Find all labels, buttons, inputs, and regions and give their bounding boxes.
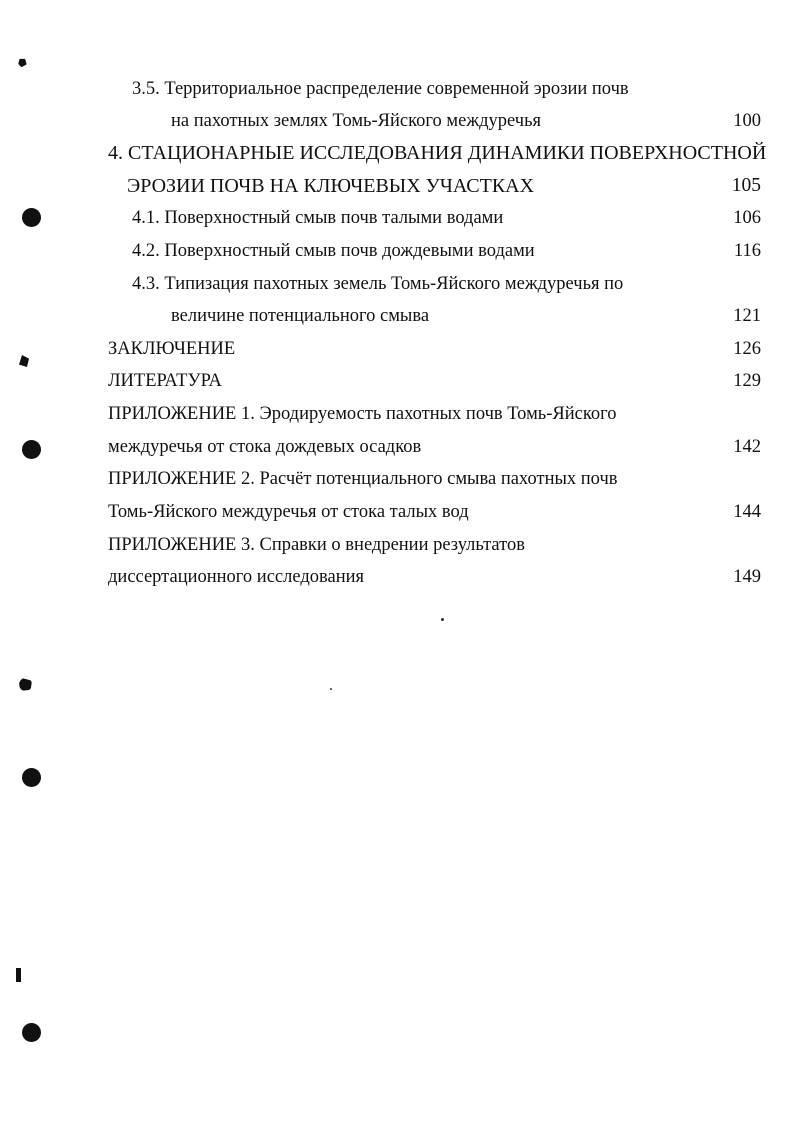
toc-page-appendix-3: 149 [733, 567, 761, 587]
toc-line-3-5-b: на пахотных землях Томь-Яйского междуречья [171, 111, 542, 131]
toc-page-literature: 129 [733, 371, 761, 391]
toc-page-4-1: 106 [733, 208, 761, 228]
scan-dot-1 [441, 618, 444, 621]
binder-hole-2 [22, 440, 41, 459]
toc-page-appendix-1: 142 [733, 437, 761, 457]
toc-line-appendix-3-b: диссертационного исследования [108, 567, 365, 587]
toc-line-4-3-b: величине потенциального смыва [171, 306, 430, 326]
binder-hole-4 [22, 1023, 41, 1042]
toc-page-4-2: 116 [733, 241, 761, 261]
toc-line-4-3-a: 4.3. Типизация пахотных земель Томь-Яйского междуречья по [132, 274, 624, 294]
toc-line-4-1: 4.1. Поверхностный смыв почв талыми водами [132, 208, 504, 228]
toc-line-literature: ЛИТЕРАТУРА [108, 371, 222, 391]
toc-line-appendix-1-a: ПРИЛОЖЕНИЕ 1. Эродируемость пахотных почв Томь-Яйского [108, 404, 617, 424]
toc-page-4-3: 121 [733, 306, 761, 326]
toc-line-4-2: 4.2. Поверхностный смыв почв дождевыми водами [132, 241, 535, 261]
toc-line-appendix-1-b: междуречья от стока дождевых осадков [108, 437, 422, 457]
toc-line-appendix-2-b: Томь-Яйского междуречья от стока талых вод [108, 502, 469, 522]
scan-speck-2 [19, 355, 29, 367]
scan-speck-4 [16, 968, 21, 982]
toc-page-4: 105 [731, 175, 761, 196]
toc-page-3-5: 100 [733, 111, 761, 131]
scan-speck-3 [19, 678, 32, 691]
binder-hole-3 [22, 768, 41, 787]
toc-line-4-a: 4. СТАЦИОНАРНЫЕ ИССЛЕДОВАНИЯ ДИНАМИКИ ПОВЕРХНОСТНОЙ [108, 142, 767, 164]
toc-line-3-5-a: 3.5. Территориальное распределение современной эрозии почв [132, 79, 629, 99]
toc-page-conclusion: 126 [733, 339, 761, 359]
toc-line-appendix-2-a: ПРИЛОЖЕНИЕ 2. Расчёт потенциального смыва пахотных почв [108, 469, 618, 489]
toc-line-conclusion: ЗАКЛЮЧЕНИЕ [108, 339, 236, 359]
toc-line-appendix-3-a: ПРИЛОЖЕНИЕ 3. Справки о внедрении результатов [108, 535, 525, 555]
binder-hole-1 [22, 208, 41, 227]
scan-speck-top [16, 56, 29, 69]
toc-page-appendix-2: 144 [733, 502, 761, 522]
toc-line-4-b: ЭРОЗИИ ПОЧВ НА КЛЮЧЕВЫХ УЧАСТКАХ [127, 175, 535, 197]
scan-dot-2 [330, 688, 332, 690]
